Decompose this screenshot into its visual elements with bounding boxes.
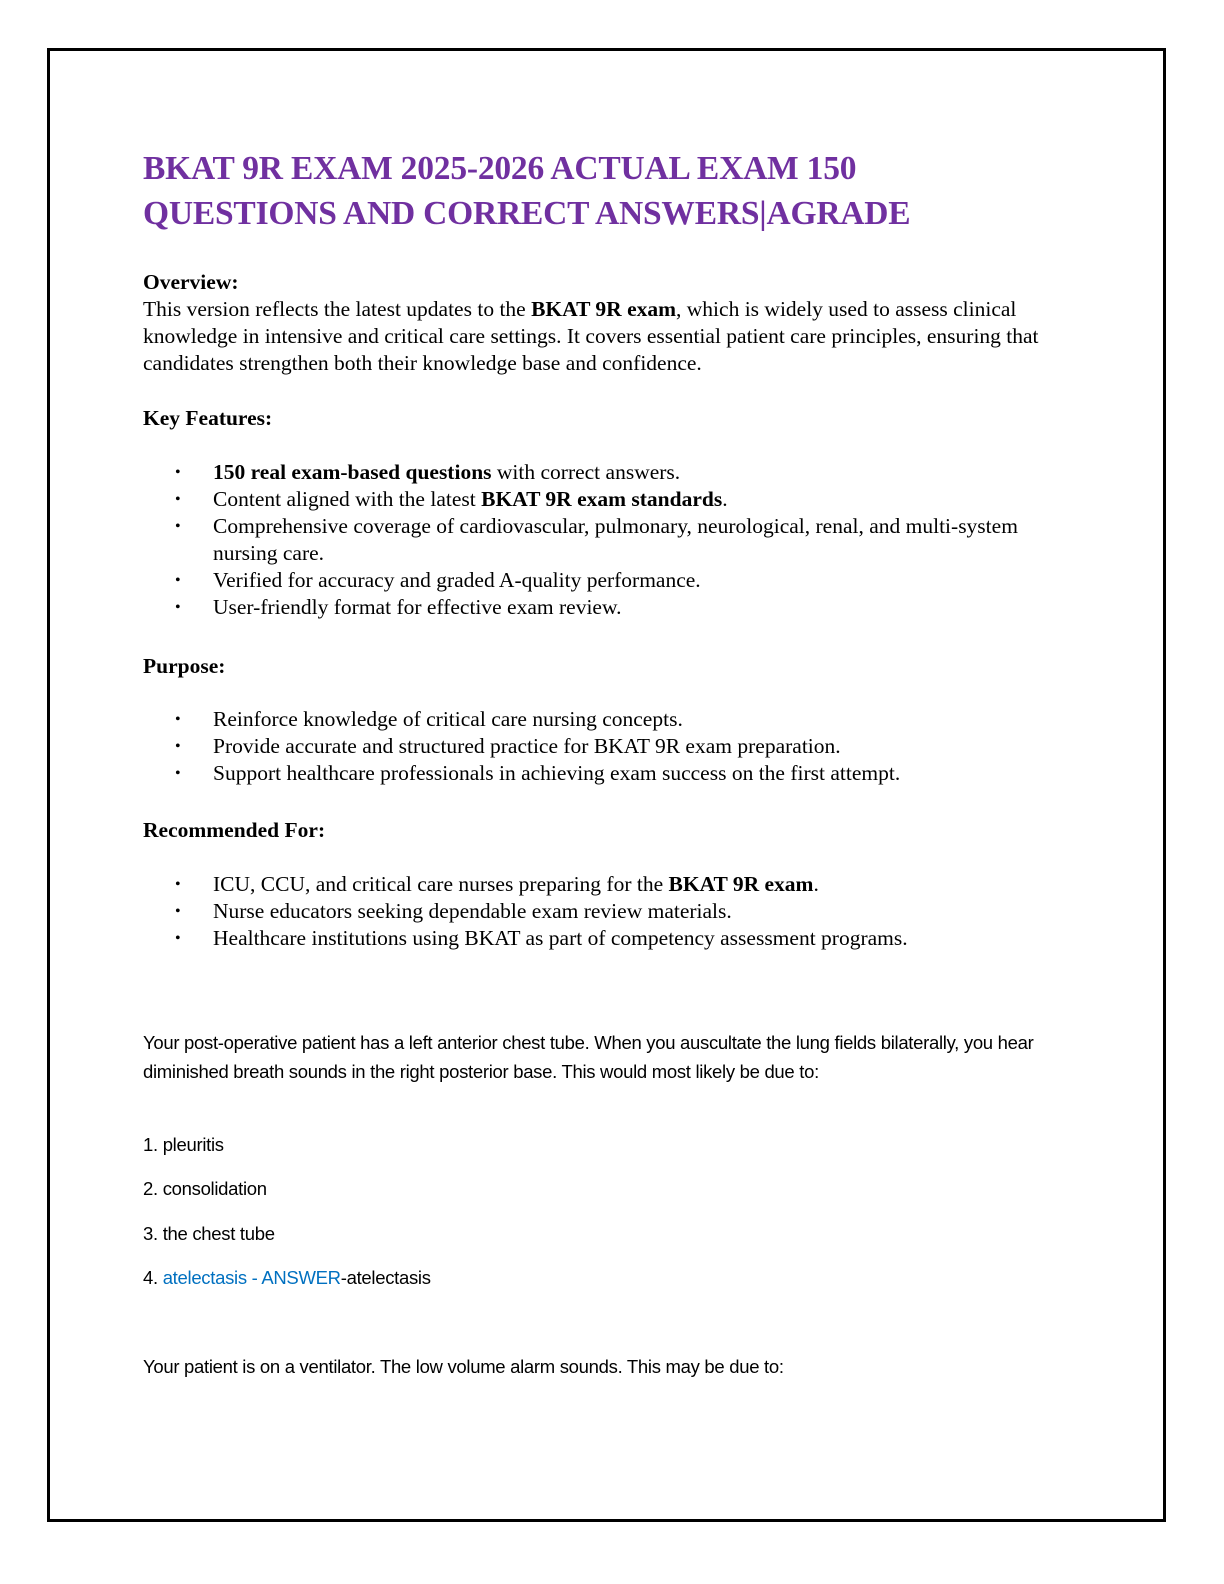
list-item: • Content aligned with the latest BKAT 9R exam standards. <box>175 487 728 511</box>
bullet-icon: • <box>175 599 181 616</box>
list-item: • Provide accurate and structured practice for BKAT 9R exam preparation. <box>175 734 841 758</box>
answer-label: atelectasis - ANSWER <box>162 1267 341 1288</box>
bullet-icon: • <box>175 738 181 755</box>
purpose-list <box>143 706 1063 787</box>
overview-paragraph <box>143 296 1063 377</box>
key-features-heading: Key Features: <box>143 406 273 430</box>
list-item: • Healthcare institutions using BKAT as part of competency assessment programs. <box>175 926 908 950</box>
list-item: • User-friendly format for effective exam review. <box>175 595 622 619</box>
question-1-option-2: 2. consolidation <box>143 1178 267 1199</box>
list-item: • ICU, CCU, and critical care nurses preparing for the BKAT 9R exam. <box>175 872 819 896</box>
bullet-icon: • <box>175 464 181 481</box>
overview-bold: BKAT 9R exam <box>531 297 677 321</box>
bullet-icon: • <box>175 903 181 920</box>
question-1-option-3: 3. the chest tube <box>143 1223 275 1244</box>
bullet-icon: • <box>175 711 181 728</box>
bullet-icon: • <box>175 765 181 782</box>
question-1-option-4-answer: 4. atelectasis - ANSWER-atelectasis <box>143 1267 431 1288</box>
overview-text-before: This version reflects the latest updates to the <box>143 297 532 321</box>
bullet-icon: • <box>175 491 181 508</box>
list-item: • Nurse educators seeking dependable exam review materials. <box>175 899 732 923</box>
key-features-list <box>143 459 1063 621</box>
list-item: • Comprehensive coverage of cardiovascular, pulmonary, neurological, renal, and multi-system nursing care. <box>175 514 1018 565</box>
bullet-icon: • <box>175 572 181 589</box>
question-1-option-1: 1. pleuritis <box>143 1134 224 1155</box>
list-item: • Verified for accuracy and graded A-quality performance. <box>175 568 701 592</box>
overview-heading: Overview: <box>143 270 239 294</box>
recommended-for-heading: Recommended For: <box>143 818 326 842</box>
recommended-for-list <box>143 871 1063 952</box>
document-title: BKAT 9R EXAM 2025-2026 ACTUAL EXAM 150 QUESTIONS AND CORRECT ANSWERS|AGRADE <box>143 150 911 232</box>
overview-text-after: , which is widely used to assess clinical knowledge in intensive and critical care settings. It covers essential patient care principles, ensuring that candidates strengthen both their knowledge base and confidence. <box>143 297 1039 375</box>
question-2-text: Your patient is on a ventilator. The low volume alarm sounds. This may be due to: <box>143 1356 784 1377</box>
question-1-text: Your post-operative patient has a left anterior chest tube. When you auscultate the lung fields bilaterally, you hear diminished breath sounds in the right posterior base. This would most likely be due to: <box>143 1032 1034 1082</box>
purpose-heading: Purpose: <box>143 654 226 678</box>
bullet-icon: • <box>175 876 181 893</box>
bullet-icon: • <box>175 518 181 535</box>
bullet-icon: • <box>175 930 181 947</box>
list-item: • Support healthcare professionals in achieving exam success on the first attempt. <box>175 761 901 785</box>
list-item: • Reinforce knowledge of critical care nursing concepts. <box>175 707 683 731</box>
list-item: • 150 real exam-based questions with correct answers. <box>175 460 681 484</box>
